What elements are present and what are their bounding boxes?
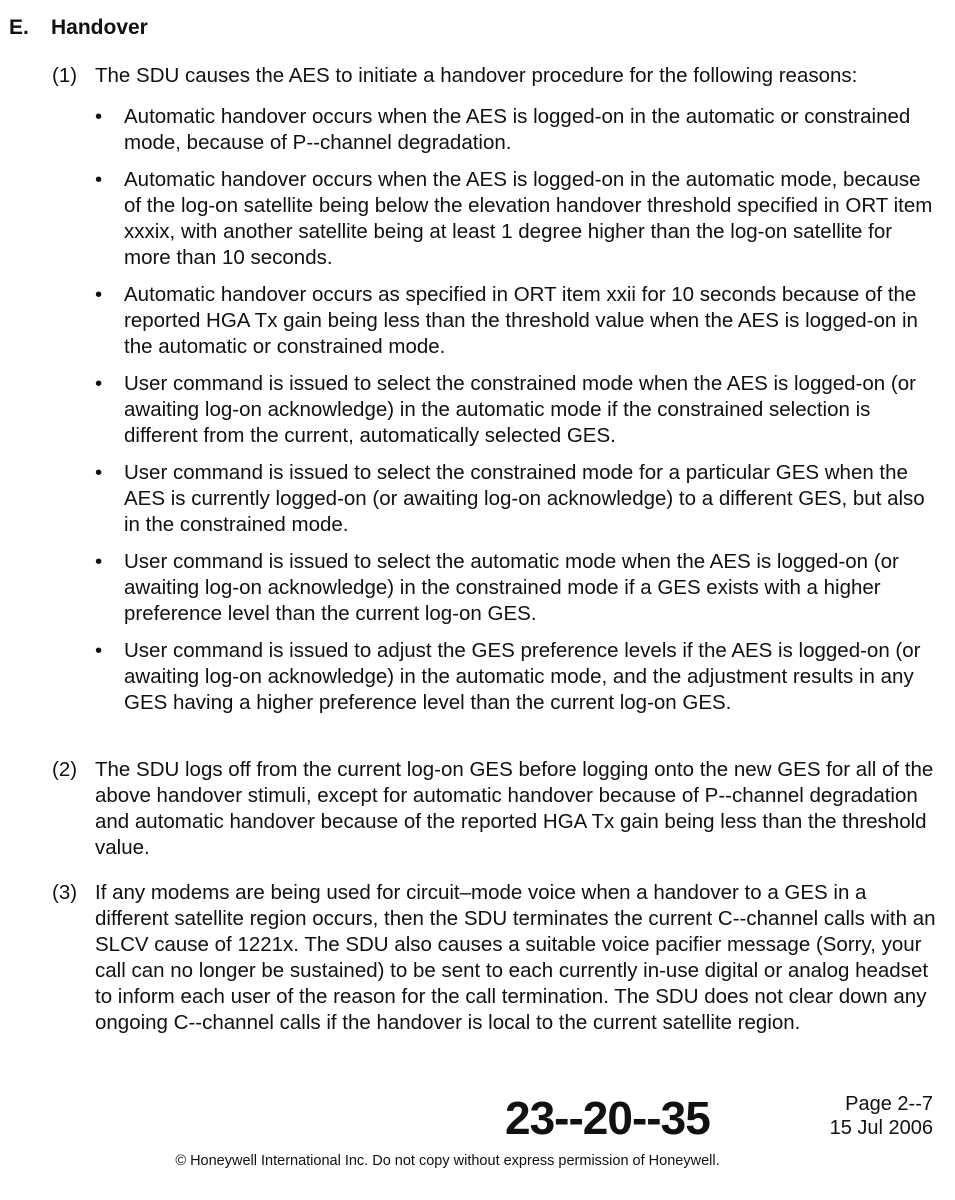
bullet-icon: • — [95, 283, 103, 306]
paragraph-2 — [52, 757, 942, 861]
copyright-notice: © Honeywell International Inc. Do not copy without express permission of Honeywell. — [175, 1153, 720, 1169]
list-item — [95, 460, 940, 538]
handover-reasons-list — [95, 104, 940, 727]
bullet-icon: • — [95, 372, 103, 395]
paragraph-number: (1) — [52, 64, 78, 87]
list-item-text: Automatic handover occurs as specified in ORT item xxii for 10 seconds because of the reported HGA Tx gain being less than the threshold value when the AES is logged-on in the automatic or constrained mode. — [124, 283, 918, 358]
paragraph-text: The SDU logs off from the current log-on GES before logging onto the new GES for all of the above handover stimuli, except for automatic handover because of P--channel degradation and automatic handover because of the reported HGA Tx gain being less than the threshold value. — [95, 758, 934, 859]
page-number: Page 2--7 — [845, 1093, 933, 1115]
section-heading — [9, 15, 148, 41]
bullet-icon: • — [95, 168, 103, 191]
bullet-icon: • — [95, 550, 103, 573]
section-letter: E. — [9, 16, 29, 39]
list-item-text: Automatic handover occurs when the AES is logged-on in the automatic mode, because of the log-on satellite being below the elevation handover threshold specified in ORT item xxxix, with another satellite being at least 1 degree higher than the log-on satellite for more than 10 seconds. — [124, 168, 933, 269]
bullet-icon: • — [95, 461, 103, 484]
paragraph-number: (2) — [52, 758, 78, 781]
list-item-text: User command is issued to select the automatic mode when the AES is logged-on (or awaiting log-on acknowledge) in the constrained mode if a GES exists with a higher preference level than the current log-on GES. — [124, 550, 899, 625]
paragraph-text: The SDU causes the AES to initiate a handover procedure for the following reasons: — [95, 64, 858, 87]
list-item — [95, 104, 940, 156]
revision-date: 15 Jul 2006 — [829, 1117, 933, 1139]
section-title: Handover — [51, 16, 148, 39]
list-item — [95, 167, 940, 271]
list-item — [95, 549, 940, 627]
bullet-icon: • — [95, 639, 103, 662]
page-info — [830, 1092, 933, 1140]
bullet-icon: • — [95, 105, 103, 128]
paragraph-number: (3) — [52, 881, 78, 904]
list-item — [95, 282, 940, 360]
list-item-text: User command is issued to select the constrained mode when the AES is logged-on (or awaiting log-on acknowledge) in the automatic mode if the constrained selection is different from the current, automatically selected GES. — [124, 372, 916, 447]
list-item-text: User command is issued to select the constrained mode for a particular GES when the AES is currently logged-on (or awaiting log-on acknowledge) to a different GES, but also in the constrained mode. — [124, 461, 925, 536]
paragraph-text: If any modems are being used for circuit–mode voice when a handover to a GES in a different satellite region occurs, then the SDU terminates the current C--channel calls with an SLCV cause of 1221x. The SDU also causes a suitable voice pacifier message (Sorry, your call can no longer be sustained) to be sent to each currently in-use digital or analog headset to inform each user of the reason for the call termination. The SDU does not clear down any ongoing C--channel calls if the handover is local to the current satellite region. — [95, 881, 936, 1034]
document-code: 23--20--35 — [505, 1092, 710, 1144]
paragraph-1 — [52, 63, 942, 89]
list-item-text: Automatic handover occurs when the AES is logged-on in the automatic or constrained mode, because of P--channel degradation. — [124, 105, 911, 154]
list-item-text: User command is issued to adjust the GES preference levels if the AES is logged-on (or awaiting log-on acknowledge) in the automatic mode, and the adjustment results in any GES having a higher preference level than the current log-on GES. — [124, 639, 921, 714]
list-item — [95, 371, 940, 449]
list-item — [95, 638, 940, 716]
paragraph-3 — [52, 880, 942, 1036]
